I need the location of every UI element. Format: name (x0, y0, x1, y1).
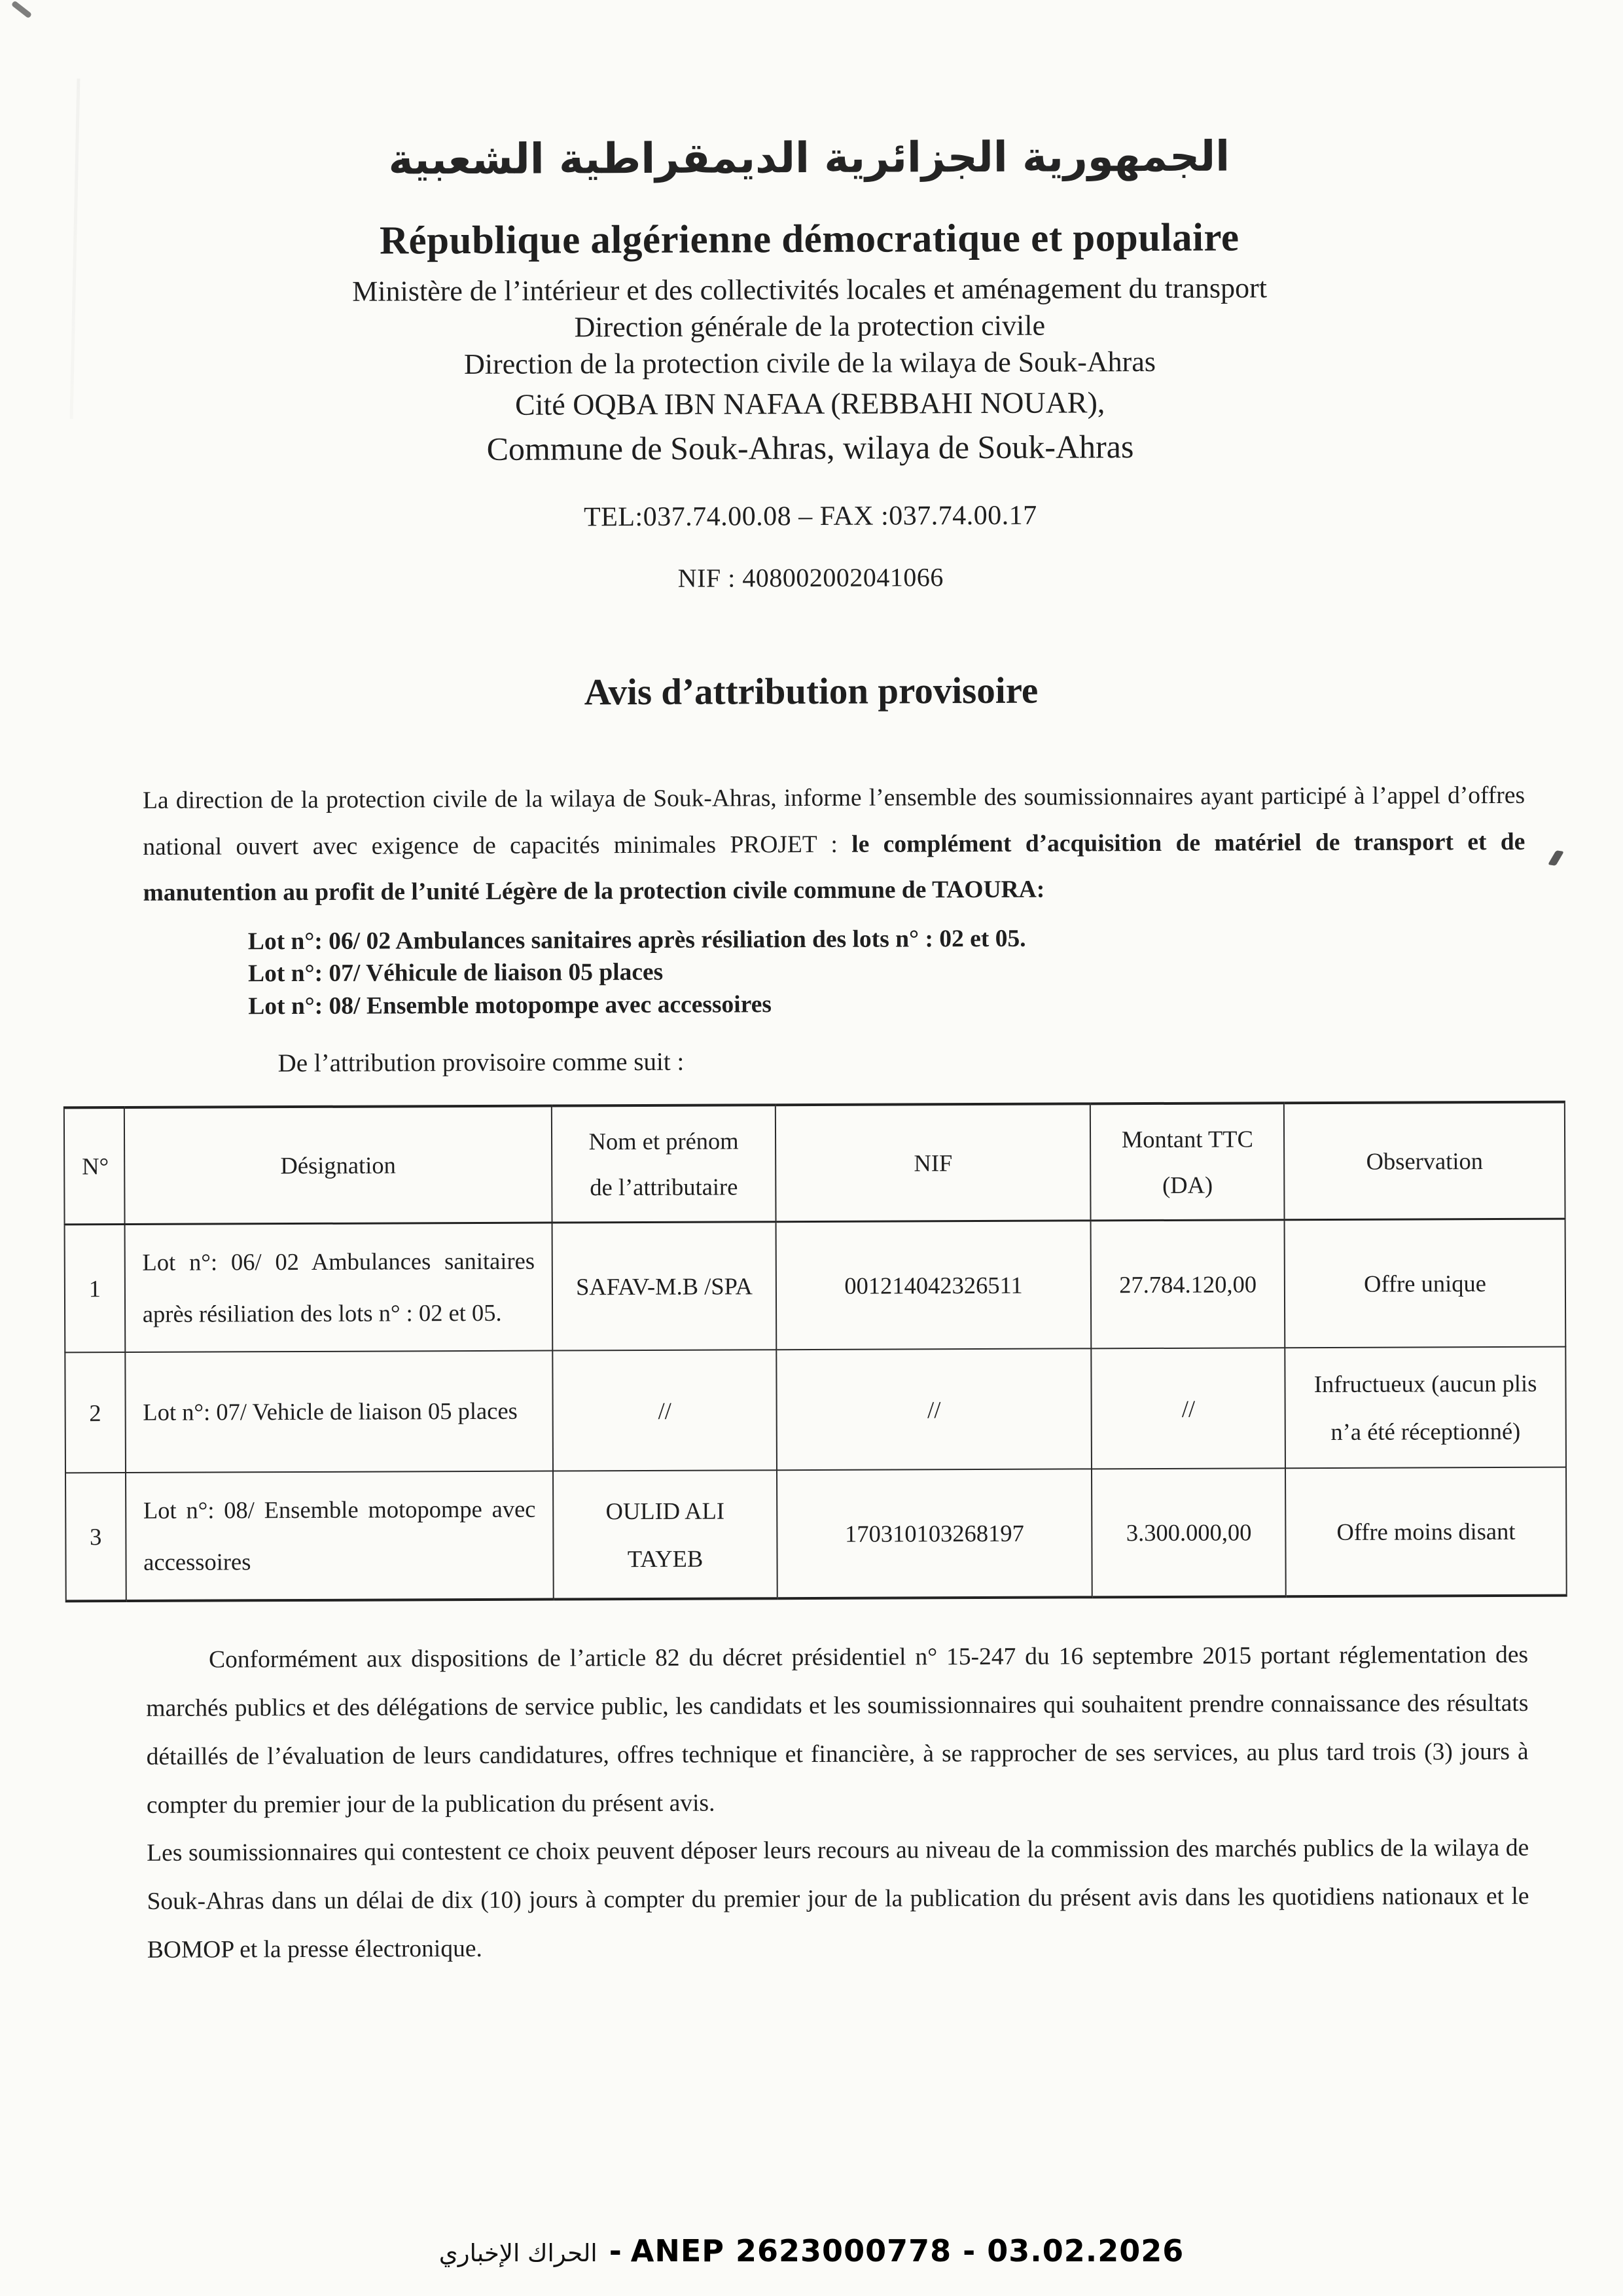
cell-attributaire: // (553, 1350, 777, 1471)
newspaper-name-arabic: الحراك الإخباري (438, 2239, 597, 2267)
lot-item-08: Lot n°: 08/ Ensemble motopompe avec accessoires (248, 991, 772, 1020)
cell-row-number: 3 (65, 1473, 126, 1601)
direction-wilaya-line: Direction de la protection civile de la wilaya de Souk-Ahras (463, 345, 1156, 380)
attribution-lead-line: De l’attribution provisoire comme suit : (277, 1048, 685, 1078)
cell-nif: // (776, 1348, 1092, 1470)
lot-list (248, 921, 1526, 1023)
nif-line: NIF : 408002002041066 (677, 562, 944, 594)
closing-text (3, 1630, 1623, 1975)
cell-montant: 3.300.000,00 (1092, 1468, 1286, 1597)
footer-separator: - (609, 2233, 622, 2269)
document-header (0, 0, 1622, 596)
cell-attributaire: OULID ALI TAYEB (553, 1470, 777, 1599)
table-header-row (64, 1102, 1565, 1225)
header-cell-no: N° (64, 1107, 124, 1225)
cell-observation: Infructueux (aucun plis n’a été réceptionné) (1285, 1347, 1566, 1469)
cell-attributaire: SAFAV-M.B /SPA (552, 1222, 776, 1351)
notice-title: Avis d’attribution provisoire (584, 670, 1039, 713)
arabic-republic-title: الجمهورية الجزائرية الديمقراطية الشعبية (388, 132, 1230, 185)
cell-observation: Offre moins disant (1285, 1467, 1567, 1597)
lot-item-07: Lot n°: 07/ Véhicule de liaison 05 places (248, 959, 664, 988)
recourse-paragraph: Les soumissionnaires qui contestent ce choix peuvent déposer leurs recours au niveau de la commission des marchés publics de la wilaya de Souk-Ahras dans un délai de dix (10) jours à compter du premier jour de la publication du présent avis dans les quotidiens nationaux et le BOMOP et la presse électronique. (147, 1835, 1529, 1964)
table-row-3 (65, 1467, 1567, 1602)
address-line-1: Cité OQBA IBN NAFAA (REBBAHI NOUAR), (514, 385, 1105, 422)
header-cell-designation: Désignation (124, 1106, 552, 1225)
cell-row-number: 1 (65, 1225, 125, 1353)
ministry-line: Ministère de l’intérieur et des collectivités locales et aménagement du transport (352, 272, 1268, 308)
direction-generale-line: Direction générale de la protection civile (574, 309, 1046, 344)
notice-body (0, 773, 1623, 1080)
anep-reference: ANEP 2623000778 - 03.02.2026 (630, 2233, 1185, 2269)
address-line-2: Commune de Souk-Ahras, wilaya de Souk-Ahras (486, 428, 1134, 468)
header-cell-attributaire: Nom et prénom de l’attributaire (552, 1105, 776, 1223)
intro-text: La direction de la protection civile de la wilaya de Souk-Ahras, informe l’ensemble des soumissionnaires ayant participé à l’appel d’offres national ouvert avec exigence de capacités minimales PROJET : (142, 782, 1525, 861)
cell-designation: Lot n°: 07/ Vehicle de liaison 05 places (125, 1351, 553, 1473)
intro-paragraph (143, 773, 1525, 917)
cell-observation: Offre unique (1285, 1219, 1566, 1348)
footer-credit (0, 2233, 1623, 2269)
cell-montant: 27.784.120,00 (1091, 1220, 1285, 1349)
intro-highlight: le complément d’acquisition de matériel de transport et de manutention au profit de l’unité Légère de la protection civile commune de TAOURA: (143, 828, 1525, 907)
cell-nif: 170310103268197 (777, 1469, 1092, 1598)
header-cell-nif: NIF (776, 1104, 1091, 1222)
table-row-1 (65, 1219, 1566, 1352)
award-table (63, 1101, 1567, 1602)
cell-row-number: 2 (65, 1352, 125, 1473)
regulation-paragraph: Conformément aux dispositions de l’article 82 du décret présidentiel n° 15-247 du 16 septembre 2015 portant réglementation des marchés publics et des délégations de service public, les candidats et les soumissionnaires qui souhaitent prendre connaissance des résultats détaillés de l’évaluation de leurs candidatures, offres technique et financière, à se rapprocher de ses services, au plus tard trois (3) jours à compter du premier jour de la publication du présent avis. (146, 1641, 1529, 1819)
tel-fax-line: TEL:037.74.00.08 – FAX :037.74.00.17 (583, 501, 1037, 533)
header-cell-observation: Observation (1284, 1102, 1565, 1220)
republic-title: République algérienne démocratique et populaire (379, 215, 1240, 263)
table-row-2 (65, 1347, 1566, 1473)
cell-designation: Lot n°: 06/ 02 Ambulances sanitaires après résiliation des lots n° : 02 et 05. (124, 1223, 552, 1352)
lot-item-06: Lot n°: 06/ 02 Ambulances sanitaires après résiliation des lots n° : 02 et 05. (247, 925, 1026, 956)
cell-designation: Lot n°: 08/ Ensemble motopompe avec accessoires (126, 1471, 554, 1601)
cell-nif: 001214042326511 (776, 1221, 1091, 1350)
cell-montant: // (1092, 1348, 1286, 1469)
header-cell-montant: Montant TTC (DA) (1090, 1103, 1284, 1221)
